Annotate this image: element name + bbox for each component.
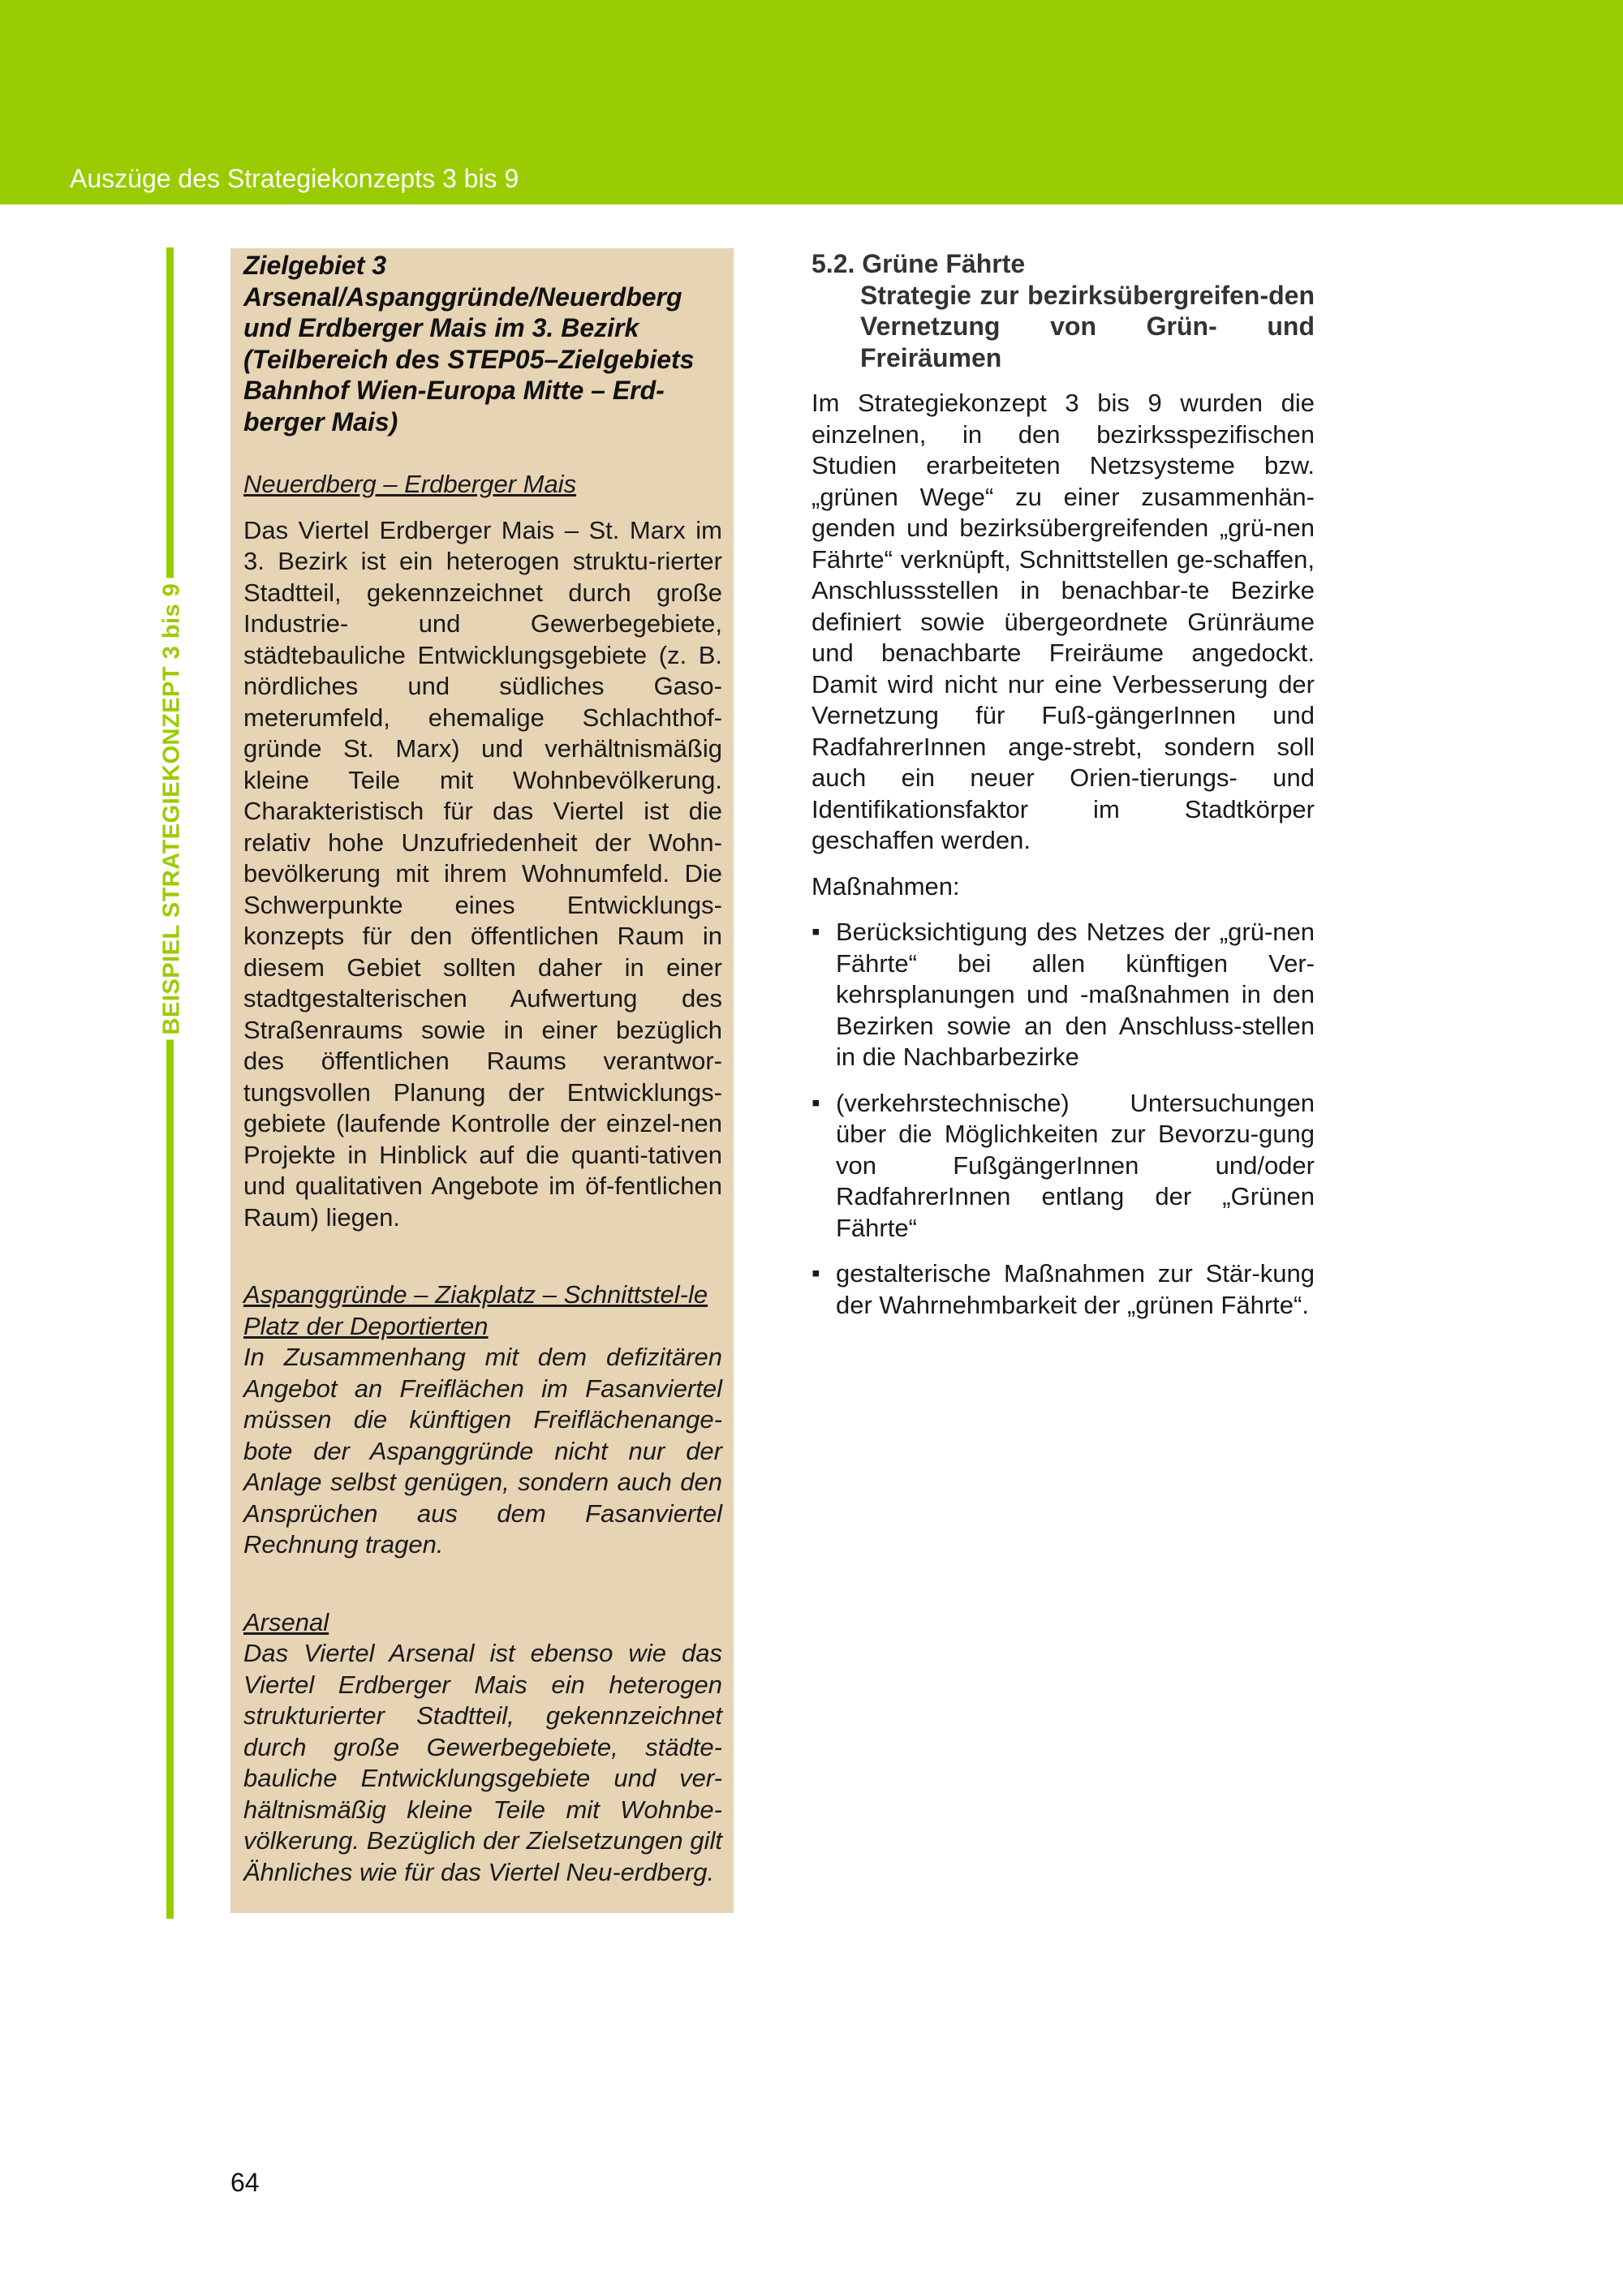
measure-item: ▪ gestalterische Maßnahmen zur Stär-kung der Wahrnehmbarkeit der „grünen Fährte“. (812, 1258, 1315, 1321)
measures-label: Maßnahmen: (812, 871, 960, 901)
page-number: 64 (230, 2168, 260, 2197)
section-heading-neuerdberg: Neuerdberg – Erdberger Mais (243, 470, 577, 498)
measures-list (812, 917, 1315, 1321)
sidebar-label: BEISPIEL STRATEGIEKONZEPT 3 bis 9 (159, 578, 186, 1040)
intro-paragraph: Im Strategiekonzept 3 bis 9 wurden die einzelnen, in den bezirksspezifischen Studien erarbeiteten Netzsysteme bzw. „grünen Wege“ zu einer zusammenhän-genden und bezirksübergreifenden „grü-nen Fährte“ verknüpft, Schnittstellen ge-schaffen, Anschlussstellen in benachbar-te Bezirke definiert sowie übergeordnete Grünräume und benachbarte Freiräume angedockt. Damit wird nicht nur eine Verbesserung der Vernetzung für Fuß-gängerInnen und RadfahrerInnen ange-strebt, sondern soll auch ein neuer Orien-tierungs- und Identifikationsfaktor im Stadtkörper geschaffen werden. (812, 389, 1315, 854)
box-title-line: Bahnhof Wien-Europa Mitte – Erd- (243, 376, 665, 405)
box-title-line: und Erdberger Mais im 3. Bezirk (243, 313, 639, 342)
box-title-line: berger Mais) (243, 406, 398, 436)
section-heading: 5.2. Grüne Fährte (812, 249, 1026, 278)
section-subheading: Strategie zur bezirksübergreifen-den Vernetzung von Grün- und Freiräumen (860, 280, 1315, 372)
section-text-aspanggruende: In Zusammenhang mit dem defizitären Angebot an Freiflächen im Fasanviertel müssen die künftigen Freiflächenange-bote der Aspanggründe nicht nur der Anlage selbst genügen, sondern auch den Ansprüchen aus dem Fasanviertel Rechnung tragen. (243, 1343, 722, 1559)
section-heading-arsenal: Arsenal (243, 1607, 329, 1636)
box-title-line: (Teilbereich des STEP05–Zielgebiets (243, 344, 695, 374)
right-column (812, 248, 1315, 1321)
section-text-arsenal: Das Viertel Arsenal ist ebenso wie das Viertel Erdberger Mais ein heterogen strukturierter Stadtteil, gekennzeichnet durch große Gewerbegebiete, städte-bauliche Entwicklungsgebiete und ver-hältnismäßig kleine Teile mit Wohnbe-völkerung. Bezüglich der Zielsetzungen gilt Ähnliches wie für das Viertel Neu-erdberg. (243, 1639, 722, 1886)
measure-item: ▪ (verkehrstechnische) Untersuchungen über die Möglichkeiten zur Bevorzu-gung von FußgängerInnen und/oder RadfahrerInnen entlang der „Grünen Fährte“ (812, 1088, 1315, 1245)
header-band (0, 0, 1623, 204)
section-text-neuerdberg: Das Viertel Erdberger Mais – St. Marx im 3. Bezirk ist ein heterogen struktu-rierter Stadtteil, gekennzeichnet durch große Industrie- und Gewerbegebiete, städtebauliche Entwicklungsgebiete (z. B. nördliches und südliches Gaso-meterumfeld, ehemalige Schlachthof-gründe St. Marx) und verhältnismäßig kleine Teile mit Wohnbevölkerung. Charakteristisch für das Viertel ist die relativ hohe Unzufriedenheit der Wohn-bevölkerung mit ihrem Wohnumfeld. Die Schwerpunkte eines Entwicklungs-konzepts für den öffentlichen Raum in diesem Gebiet sollten daher in einer stadtgestalterischen Aufwertung des Straßenraums sowie in einer bezüglich des öffentlichen Raums verantwor-tungsvollen Planung der Entwicklungs-gebiete (laufende Kontrolle der einzel-nen Projekte in Hinblick auf die quanti-tativen und qualitativen Angebote im öf-fentlichen Raum) liegen. (243, 515, 722, 1232)
header-title: Auszüge des Strategiekonzepts 3 bis 9 (70, 164, 519, 193)
sidebar-accent-bar (166, 247, 174, 1919)
zielgebiet-box (230, 248, 734, 1913)
section-heading-aspanggruende: Aspanggründe – Ziakplatz – Schnittstel-le Platz der Deportierten (243, 1280, 708, 1340)
box-title-line: Zielgebiet 3 (243, 251, 387, 280)
measure-item: ▪ Berücksichtigung des Netzes der „grü-nen Fährte“ bei allen künftigen Ver-kehrsplanungen und -maßnahmen in den Bezirken sowie an den Anschluss-stellen in die Nachbarbezirke (812, 917, 1315, 1073)
box-title-line: Arsenal/Aspanggründe/Neuerdberg (243, 282, 682, 312)
